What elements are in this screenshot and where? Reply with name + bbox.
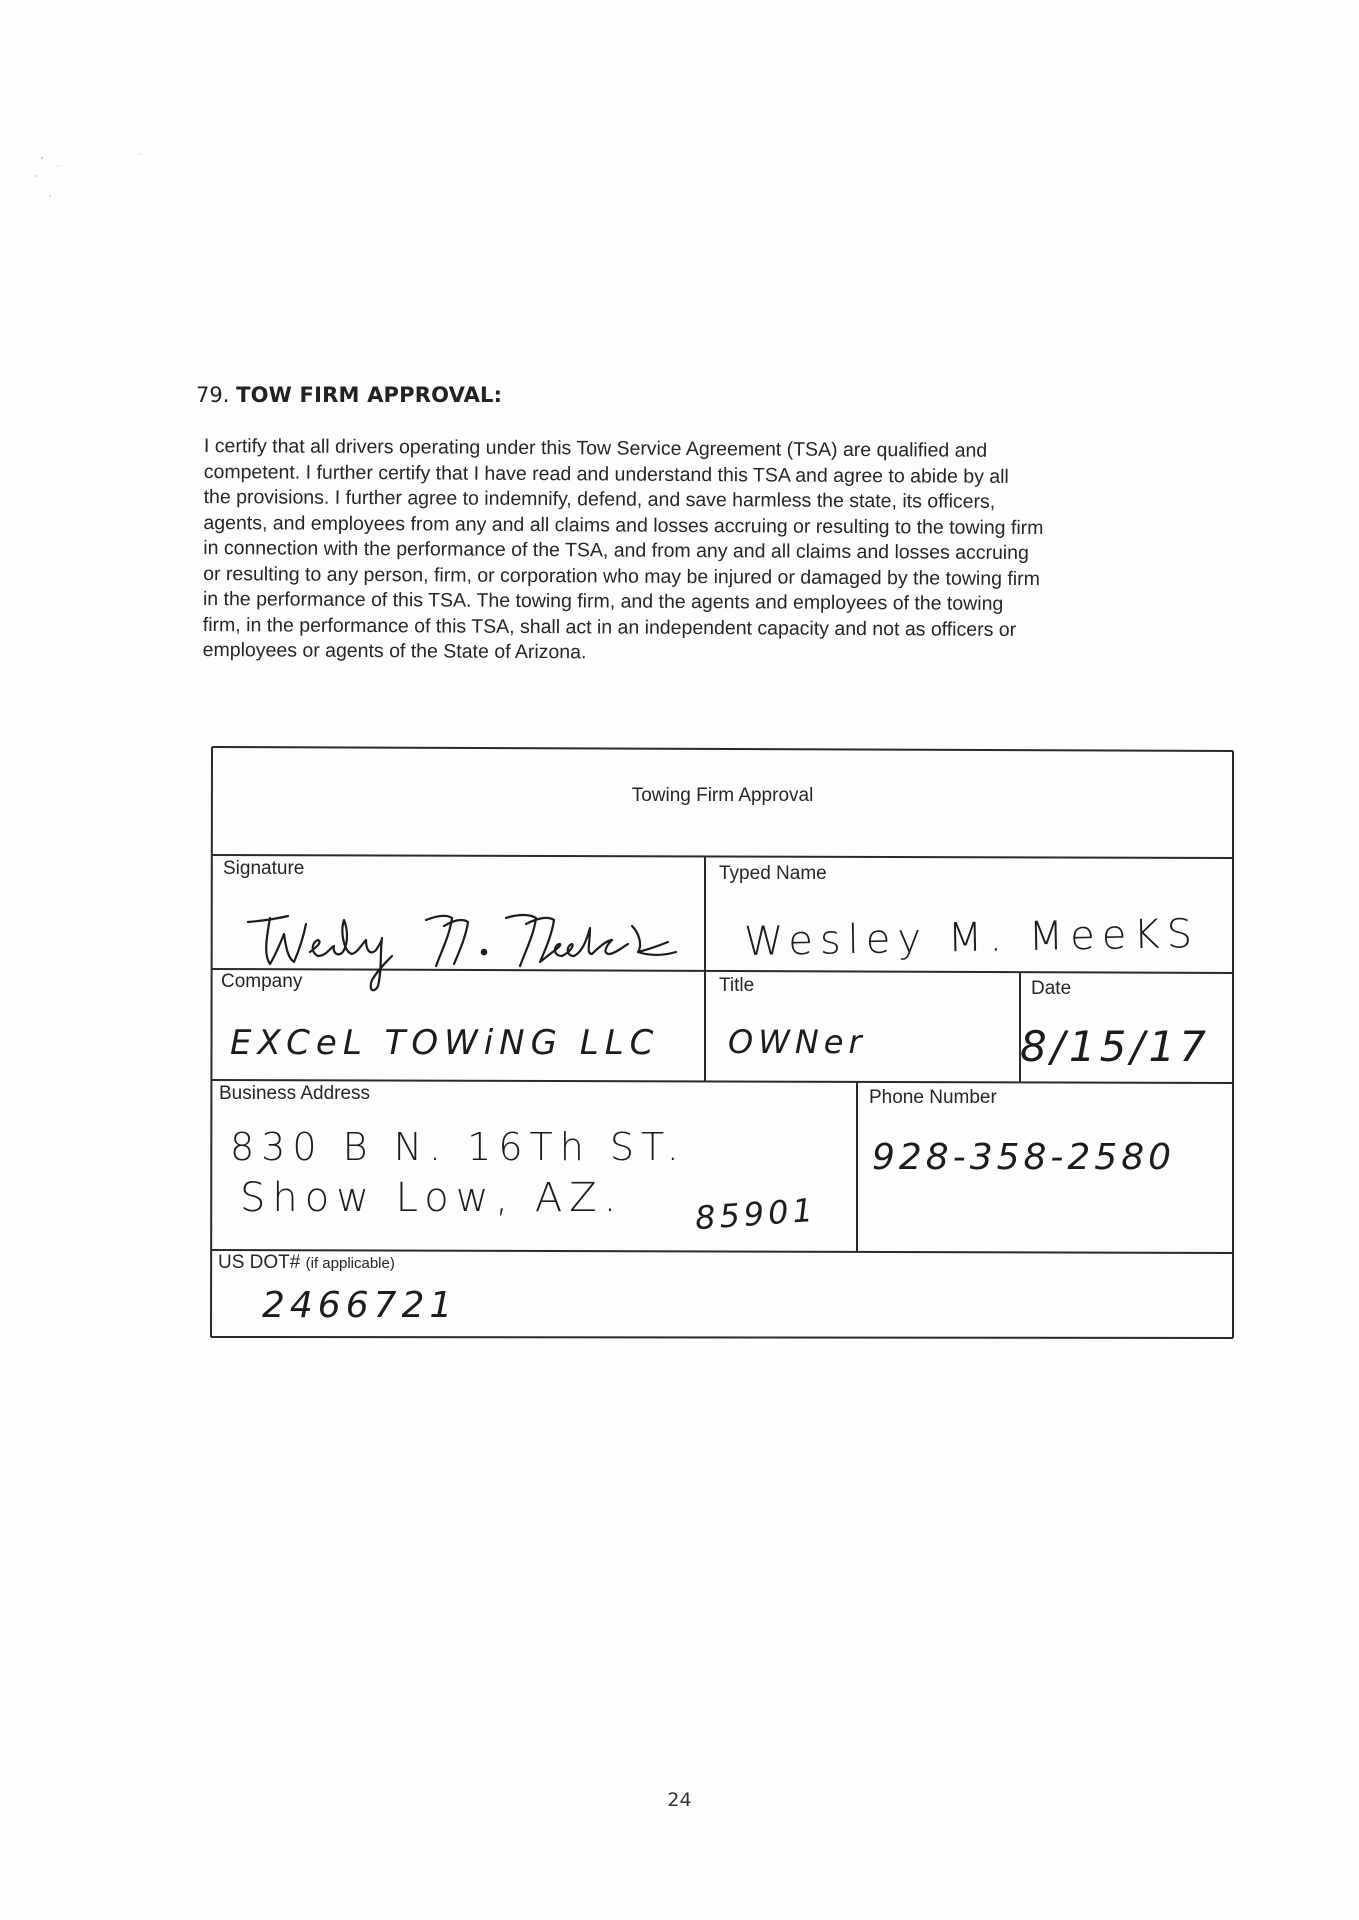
us-dot-note: (if applicable) (305, 1255, 395, 1272)
paragraph-line: I certify that all drivers operating under this Tow Service Agreement (TSA) are qualified and (203, 434, 988, 462)
page-number: 24 (667, 1789, 692, 1811)
zip-value: 85901 (693, 1190, 818, 1238)
company-value: EXCeL TOWiNG LLC (230, 1023, 660, 1063)
paragraph-line: agents, and employees from any and all claims and losses accruing or resulting to the towing firm (203, 511, 1044, 539)
us-dot-label (218, 1252, 395, 1274)
handwritten-signature (240, 890, 700, 1000)
phone-number-value: 928-358-2580 (872, 1137, 1176, 1178)
paragraph-line: in connection with the performance of the TSA, and from any and all claims and losses accruing (203, 536, 1029, 565)
paragraph-line: competent. I further certify that I have read and understand this TSA and agree to abide by all (203, 460, 1009, 488)
section-title: TOW FIRM APPROVAL: (236, 383, 503, 407)
address-line2-value: Show Low, AZ. (240, 1175, 624, 1221)
typed-name-label: Typed Name (719, 863, 827, 884)
scan-specks (30, 150, 150, 210)
address-line1-value: 830 B N. 16Th ST. (230, 1125, 686, 1169)
section-number: 79. (196, 383, 230, 407)
typed-name-value: Wesley M. MeeKS (743, 911, 1200, 965)
date-label: Date (1031, 978, 1072, 999)
company-label: Company (221, 971, 303, 992)
paragraph-line: firm, in the performance of this TSA, shall act in an independent capacity and not as officers or (202, 613, 1017, 641)
us-dot-label-text: US DOT# (218, 1252, 301, 1273)
certification-paragraph (203, 434, 1164, 669)
business-address-label: Business Address (219, 1083, 371, 1104)
towing-firm-approval-form (210, 745, 1235, 1340)
paragraph-line: or resulting to any person, firm, or corporation who may be injured or damaged by the towing firm (203, 562, 1040, 590)
signature-label: Signature (223, 858, 305, 879)
phone-number-label: Phone Number (869, 1087, 997, 1108)
title-label: Title (719, 975, 755, 996)
title-value: OWNer (728, 1023, 867, 1061)
date-value: 8/15/17 (1020, 1022, 1210, 1071)
paragraph-line: employees or agents of the State of Arizona. (202, 638, 587, 664)
paragraph-line: the provisions. I further agree to indemnify, defend, and save harmless the state, its officers, (203, 485, 996, 513)
form-title: Towing Firm Approval (631, 785, 814, 806)
section-heading (196, 383, 502, 407)
us-dot-value: 2466721 (262, 1285, 458, 1326)
paragraph-line: in the performance of this TSA. The towing firm, and the agents and employees of the towing (202, 587, 1004, 615)
